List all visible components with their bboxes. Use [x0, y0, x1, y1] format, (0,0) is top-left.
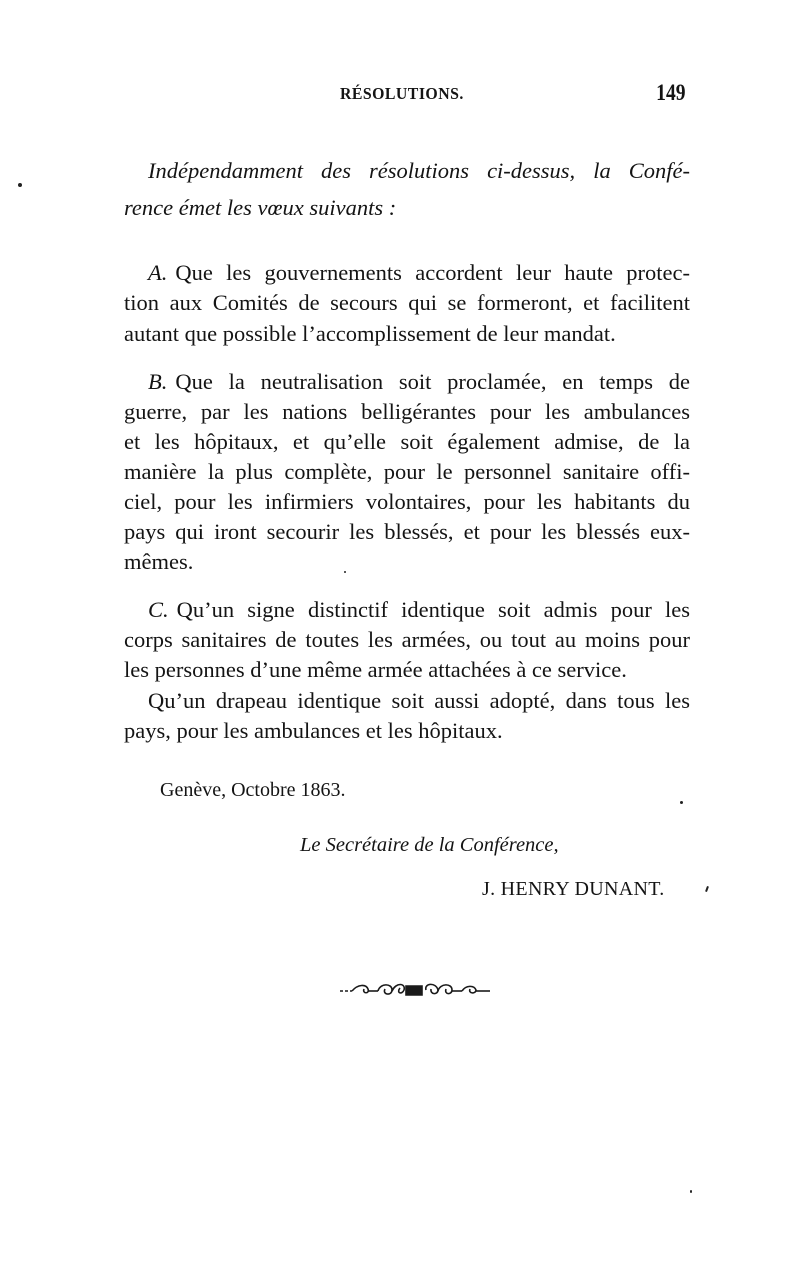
wish-a-line-1 — [148, 260, 690, 286]
intro-line-2: rence émet les vœux suivants : — [124, 195, 397, 220]
wish-c-line-2: corps sanitaires de toutes les armées, ou tout au moins pour — [124, 627, 690, 652]
wish-b-line-7: mêmes. — [124, 549, 194, 574]
wish-a-line-2: tion aux Comités de secours qui se formeront, et facilitent — [124, 290, 690, 315]
place-date: Genève, Octobre 1863. — [160, 779, 346, 801]
wish-a-line-3: autant que possible l’accomplissement de leur mandat. — [124, 321, 616, 346]
scan-speck — [680, 801, 683, 804]
intro-line-1: Indépendamment des résolutions ci-dessus, la Confé- — [148, 158, 690, 183]
wish-letter-a: A. — [148, 260, 168, 285]
flag-line-2: pays, pour les ambulances et les hôpitaux. — [124, 718, 503, 743]
wish-b-line-3: et les hôpitaux, et qu’elle soit également admise, de la — [124, 429, 690, 454]
wish-letter-b: B. — [148, 369, 168, 394]
scan-speck — [344, 571, 346, 573]
running-title: RÉSOLUTIONS. — [340, 84, 464, 103]
signatory-name: J. HENRY DUNANT. — [482, 878, 665, 900]
wish-b-line-6: pays qui iront secourir les blessés, et pour les blessés eux- — [124, 519, 690, 544]
wish-a-text-1: Que les gouvernements accordent leur haute protec- — [175, 260, 690, 285]
flag-line-1: Qu’un drapeau identique soit aussi adopté, dans tous les — [148, 688, 690, 713]
wish-b-text-1: Que la neutralisation soit proclamée, en temps de — [175, 369, 690, 394]
wish-letter-c: C. — [148, 597, 169, 622]
scan-speck — [705, 886, 709, 892]
wish-c-line-1 — [148, 597, 690, 623]
running-head — [124, 80, 689, 108]
wish-b-line-5: ciel, pour les infirmiers volontaires, pour les habitants du — [124, 489, 690, 514]
wish-b-line-2: guerre, par les nations belligérantes pour les ambulances — [124, 399, 690, 424]
scan-speck — [690, 1190, 692, 1193]
signatory-title: Le Secrétaire de la Conférence, — [300, 834, 559, 856]
page-number: 149 — [655, 80, 685, 105]
scan-speck — [18, 183, 22, 187]
wish-b-line-1 — [148, 369, 690, 395]
wish-c-line-3: les personnes d’une même armée attachées à ce service. — [124, 657, 627, 682]
tailpiece-ornament-icon — [340, 980, 490, 1000]
wish-b-line-4: manière la plus complète, pour le personnel sanitaire offi- — [124, 459, 690, 484]
wish-c-text-1: Qu’un signe distinctif identique soit admis pour les — [176, 597, 690, 622]
